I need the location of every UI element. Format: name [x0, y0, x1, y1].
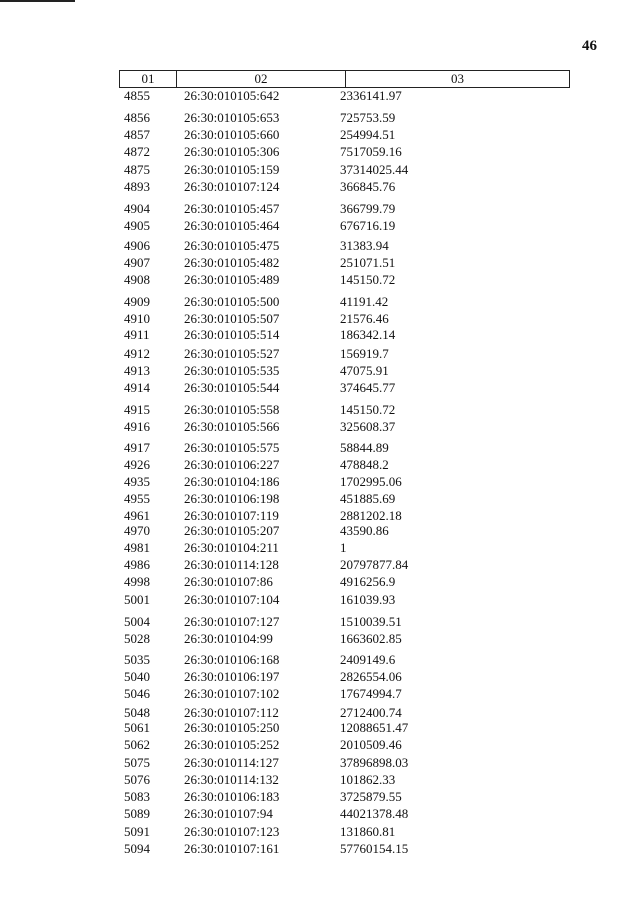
- row-number: 4955: [124, 491, 150, 506]
- row-number: 4998: [124, 574, 150, 589]
- value-amount: 325608.37: [340, 419, 396, 434]
- value-amount: 131860.81: [340, 824, 396, 839]
- cadastral-number: 26:30:010105:535: [184, 363, 280, 378]
- row-number: 5089: [124, 806, 150, 821]
- cadastral-number: 26:30:010105:464: [184, 218, 280, 233]
- cadastral-number: 26:30:010105:642: [184, 88, 280, 103]
- cadastral-number: 26:30:010107:124: [184, 179, 280, 194]
- table-row: [0, 402, 640, 418]
- value-amount: 58844.89: [340, 440, 389, 455]
- table-row: [0, 540, 640, 556]
- value-amount: 21576.46: [340, 311, 389, 326]
- value-amount: 366845.76: [340, 179, 396, 194]
- row-number: 4913: [124, 363, 150, 378]
- table-row: [0, 294, 640, 310]
- row-number: 4915: [124, 402, 150, 417]
- row-number: 5061: [124, 720, 150, 735]
- cadastral-number: 26:30:010105:252: [184, 737, 280, 752]
- cadastral-number: 26:30:010105:475: [184, 238, 280, 253]
- cadastral-number: 26:30:010105:566: [184, 419, 280, 434]
- table-row: [0, 272, 640, 288]
- table-row: [0, 238, 640, 254]
- value-amount: 3725879.55: [340, 789, 402, 804]
- value-amount: 101862.33: [340, 772, 396, 787]
- table-row: [0, 824, 640, 840]
- row-number: 5001: [124, 592, 150, 607]
- table-row: [0, 592, 640, 608]
- value-amount: 47075.91: [340, 363, 389, 378]
- value-amount: 1510039.51: [340, 614, 402, 629]
- cadastral-number: 26:30:010107:127: [184, 614, 280, 629]
- cadastral-number: 26:30:010105:159: [184, 162, 280, 177]
- table-row: [0, 652, 640, 668]
- row-number: 4907: [124, 255, 150, 270]
- table-row: [0, 789, 640, 805]
- row-number: 4912: [124, 346, 150, 361]
- value-amount: 161039.93: [340, 592, 396, 607]
- table-row: [0, 346, 640, 362]
- top-rule: [0, 0, 75, 2]
- cadastral-number: 26:30:010114:127: [184, 755, 279, 770]
- column-header-1: 01: [120, 71, 177, 87]
- cadastral-number: 26:30:010105:653: [184, 110, 280, 125]
- cadastral-number: 26:30:010104:186: [184, 474, 280, 489]
- cadastral-number: 26:30:010105:527: [184, 346, 280, 361]
- cadastral-number: 26:30:010105:207: [184, 523, 280, 538]
- cadastral-number: 26:30:010107:86: [184, 574, 273, 589]
- row-number: 4911: [124, 327, 150, 342]
- row-number: 5075: [124, 755, 150, 770]
- value-amount: 31383.94: [340, 238, 389, 253]
- row-number: 4970: [124, 523, 150, 538]
- table-row: [0, 614, 640, 630]
- value-amount: 17674994.7: [340, 686, 402, 701]
- table-row: [0, 179, 640, 195]
- table-row: [0, 755, 640, 771]
- row-number: 4914: [124, 380, 150, 395]
- value-amount: 156919.7: [340, 346, 389, 361]
- row-number: 4875: [124, 162, 150, 177]
- cadastral-number: 26:30:010105:500: [184, 294, 280, 309]
- table-row: [0, 457, 640, 473]
- row-number: 4872: [124, 144, 150, 159]
- cadastral-number: 26:30:010106:183: [184, 789, 280, 804]
- row-number: 5035: [124, 652, 150, 667]
- table-row: [0, 705, 640, 721]
- cadastral-number: 26:30:010107:112: [184, 705, 279, 720]
- row-number: 4986: [124, 557, 150, 572]
- row-number: 5046: [124, 686, 150, 701]
- row-number: 4893: [124, 179, 150, 194]
- row-number: 5048: [124, 705, 150, 720]
- row-number: 5083: [124, 789, 150, 804]
- page-number: 46: [582, 38, 597, 54]
- cadastral-number: 26:30:010106:168: [184, 652, 280, 667]
- value-amount: 676716.19: [340, 218, 396, 233]
- cadastral-number: 26:30:010104:211: [184, 540, 279, 555]
- cadastral-number: 26:30:010107:104: [184, 592, 280, 607]
- row-number: 4909: [124, 294, 150, 309]
- table-row: [0, 772, 640, 788]
- value-amount: 145150.72: [340, 402, 396, 417]
- value-amount: 1: [340, 540, 347, 555]
- table-row: [0, 841, 640, 857]
- value-amount: 12088651.47: [340, 720, 409, 735]
- table-row: [0, 720, 640, 736]
- value-amount: 1663602.85: [340, 631, 402, 646]
- cadastral-number: 26:30:010106:227: [184, 457, 280, 472]
- value-amount: 2336141.97: [340, 88, 402, 103]
- table-row: [0, 201, 640, 217]
- table-row: [0, 110, 640, 126]
- row-number: 4908: [124, 272, 150, 287]
- row-number: 4935: [124, 474, 150, 489]
- row-number: 5062: [124, 737, 150, 752]
- table-row: [0, 218, 640, 234]
- table-row: [0, 440, 640, 456]
- row-number: 4961: [124, 508, 150, 523]
- value-amount: 2881202.18: [340, 508, 402, 523]
- table-row: [0, 311, 640, 327]
- cadastral-number: 26:30:010107:119: [184, 508, 279, 523]
- row-number: 4905: [124, 218, 150, 233]
- row-number: 4916: [124, 419, 150, 434]
- cadastral-number: 26:30:010114:132: [184, 772, 279, 787]
- table-row: [0, 686, 640, 702]
- column-header-2: 02: [177, 71, 346, 87]
- row-number: 5076: [124, 772, 150, 787]
- value-amount: 251071.51: [340, 255, 396, 270]
- value-amount: 20797877.84: [340, 557, 409, 572]
- cadastral-number: 26:30:010105:558: [184, 402, 280, 417]
- cadastral-number: 26:30:010104:99: [184, 631, 273, 646]
- value-amount: 37314025.44: [340, 162, 409, 177]
- cadastral-number: 26:30:010107:94: [184, 806, 273, 821]
- table-row: [0, 419, 640, 435]
- value-amount: 366799.79: [340, 201, 396, 216]
- cadastral-number: 26:30:010105:482: [184, 255, 280, 270]
- table-row: [0, 88, 640, 104]
- table-row: [0, 631, 640, 647]
- table-row: [0, 380, 640, 396]
- cadastral-number: 26:30:010105:457: [184, 201, 280, 216]
- value-amount: 2010509.46: [340, 737, 402, 752]
- cadastral-number: 26:30:010106:197: [184, 669, 280, 684]
- cadastral-number: 26:30:010106:198: [184, 491, 280, 506]
- value-amount: 2409149.6: [340, 652, 396, 667]
- table-row: [0, 806, 640, 822]
- cadastral-number: 26:30:010105:544: [184, 380, 280, 395]
- value-amount: 451885.69: [340, 491, 396, 506]
- row-number: 5004: [124, 614, 150, 629]
- value-amount: 4916256.9: [340, 574, 396, 589]
- table-row: [0, 144, 640, 160]
- row-number: 5091: [124, 824, 150, 839]
- table-row: [0, 574, 640, 590]
- value-amount: 374645.77: [340, 380, 396, 395]
- table-row: [0, 327, 640, 343]
- table-row: [0, 255, 640, 271]
- value-amount: 57760154.15: [340, 841, 409, 856]
- value-amount: 37896898.03: [340, 755, 409, 770]
- row-number: 4856: [124, 110, 150, 125]
- table-row: [0, 363, 640, 379]
- table-row: [0, 474, 640, 490]
- value-amount: 2826554.06: [340, 669, 402, 684]
- cadastral-number: 26:30:010105:575: [184, 440, 280, 455]
- table-row: [0, 162, 640, 178]
- table-row: [0, 508, 640, 524]
- cadastral-number: 26:30:010107:123: [184, 824, 280, 839]
- value-amount: 2712400.74: [340, 705, 402, 720]
- row-number: 4855: [124, 88, 150, 103]
- cadastral-number: 26:30:010105:660: [184, 127, 280, 142]
- cadastral-number: 26:30:010114:128: [184, 557, 279, 572]
- value-amount: 44021378.48: [340, 806, 409, 821]
- table-row: [0, 127, 640, 143]
- cadastral-number: 26:30:010105:489: [184, 272, 280, 287]
- cadastral-number: 26:30:010105:507: [184, 311, 280, 326]
- table-row: [0, 523, 640, 539]
- value-amount: 145150.72: [340, 272, 396, 287]
- table-row: [0, 669, 640, 685]
- row-number: 4926: [124, 457, 150, 472]
- row-number: 4857: [124, 127, 150, 142]
- cadastral-number: 26:30:010107:161: [184, 841, 280, 856]
- row-number: 5094: [124, 841, 150, 856]
- column-header-3: 03: [451, 71, 464, 86]
- value-amount: 43590.86: [340, 523, 389, 538]
- value-amount: 254994.51: [340, 127, 396, 142]
- table-row: [0, 491, 640, 507]
- row-number: 4906: [124, 238, 150, 253]
- value-amount: 7517059.16: [340, 144, 402, 159]
- row-number: 4981: [124, 540, 150, 555]
- value-amount: 186342.14: [340, 327, 396, 342]
- cadastral-number: 26:30:010105:250: [184, 720, 280, 735]
- row-number: 5040: [124, 669, 150, 684]
- table-row: [0, 557, 640, 573]
- value-amount: 41191.42: [340, 294, 389, 309]
- row-number: 4917: [124, 440, 150, 455]
- value-amount: 478848.2: [340, 457, 389, 472]
- table-row: [0, 737, 640, 753]
- value-amount: 1702995.06: [340, 474, 402, 489]
- cadastral-number: 26:30:010105:514: [184, 327, 280, 342]
- table-header: [119, 70, 570, 88]
- row-number: 4904: [124, 201, 150, 216]
- row-number: 5028: [124, 631, 150, 646]
- row-number: 4910: [124, 311, 150, 326]
- value-amount: 725753.59: [340, 110, 396, 125]
- cadastral-number: 26:30:010105:306: [184, 144, 280, 159]
- cadastral-number: 26:30:010107:102: [184, 686, 280, 701]
